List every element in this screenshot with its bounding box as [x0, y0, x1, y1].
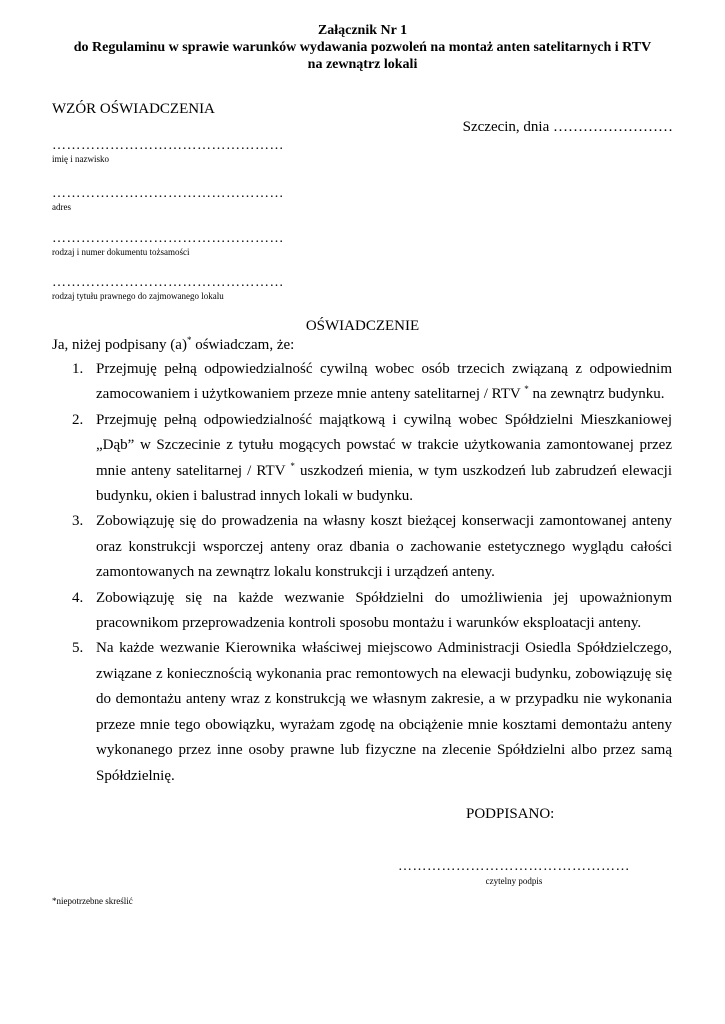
list-item-number: 5.	[72, 640, 84, 657]
form-title: WZÓR OŚWIADCZENIA	[52, 101, 215, 117]
id-document-field-caption: rodzaj i numer dokumentu tożsamości	[52, 247, 190, 257]
list-item-text: Przejmuję pełną odpowiedzialność majątkową i cywilną wobec Spółdzielni Mieszkaniowej „Dąb” w Szczecinie z tytułu mogących powstać w trakcie użytkowania zamontowanej przez mnie anteny satelitarnej / RTV	[96, 411, 672, 479]
signature-field	[396, 860, 632, 887]
place-date-field: Szczecin, dnia ……………………	[462, 119, 673, 135]
id-document-field	[52, 232, 284, 258]
address-field	[52, 187, 284, 213]
regulation-title-cont: na zewnątrz lokali	[307, 57, 418, 72]
list-item-number: 1.	[72, 361, 84, 377]
list-item-number: 4.	[72, 589, 84, 606]
statement-title: OŚWIADCZENIE	[305, 318, 420, 334]
legal-title-field-caption: rodzaj tytułu prawnego do zajmowanego lokalu	[52, 291, 224, 301]
name-field-caption: imię i nazwisko	[52, 154, 109, 164]
list-item	[66, 586, 672, 637]
list-item-number: 2.	[72, 411, 84, 428]
list-item-text: Przejmuję pełną odpowiedzialność cywilną wobec osób trzecich związaną z odpowiednim zamocowaniem i użytkowaniem przeze mnie anteny satelitarnej / RTV	[96, 361, 672, 403]
list-item-text: Zobowiązuję się na każde wezwanie Spółdzielni do umożliwienia jej upoważnionym pracownikom przeprowadzenia kontroli sposobu montażu i warunków eksploatacji anteny.	[96, 589, 672, 632]
footnote-mark: *	[290, 460, 295, 471]
statement-list	[66, 357, 672, 789]
list-item	[66, 408, 672, 510]
list-item-text-cont: uszkodzeń mienia, w tym uszkodzeń lub zabrudzeń elewacji budynku, okien i balustrad innych lokali w budynku.	[96, 462, 672, 505]
name-field-line: …………………………………………	[52, 138, 284, 153]
address-field-line: …………………………………………	[52, 186, 284, 201]
list-item-text: Zobowiązuję się do prowadzenia na własny koszt bieżącej konserwacji zamontowanej anteny oraz konstrukcji wsporczej anteny oraz dbania o zachowanie estetycznego wyglądu całości zamontowanych na zewnątrz lokalu konstrukcji i urządzeń anteny.	[96, 513, 672, 581]
list-item-number: 3.	[72, 513, 84, 530]
list-item	[66, 357, 672, 408]
footnote-mark: *	[186, 335, 192, 345]
statement-intro	[52, 337, 294, 354]
name-field	[52, 139, 284, 165]
list-item-text: Na każde wezwanie Kierownika właściwej miejscowo Administracji Osiedla Spółdzielczego, związane z koniecznością wykonania prac remontowych na elewacji budynku, zobowiązuję się do demontażu anteny wraz z konstrukcją we własnym zakresie, a w przypadku nie wykonania przeze mnie tego obowiązku, wyrażam zgodę na obciążenie mnie kosztami demontażu anteny wykonanego przez inne osoby prawne lub fizyczne na zlecenie Spółdzielni albo przez samą Spółdzielnię.	[96, 640, 672, 784]
document-header	[0, 22, 725, 73]
list-item-text-cont: na zewnątrz budynku.	[528, 386, 665, 403]
list-item	[66, 636, 672, 788]
annex-number: Załącznik Nr 1	[317, 23, 408, 38]
address-field-caption: adres	[52, 202, 71, 212]
legal-title-field	[52, 276, 284, 302]
list-item	[66, 509, 672, 585]
signature-line: …………………………………………	[398, 859, 630, 874]
id-document-field-line: …………………………………………	[52, 231, 284, 246]
regulation-title: do Regulaminu w sprawie warunków wydawania pozwoleń na montaż anten satelitarnych i RTV	[73, 40, 652, 55]
intro-text: Ja, niżej podpisany (a)	[52, 337, 187, 353]
footnote-mark: *	[524, 384, 529, 395]
legal-title-field-line: …………………………………………	[52, 275, 284, 290]
signature-caption: czytelny podpis	[485, 876, 543, 886]
signed-label: PODPISANO:	[466, 806, 555, 822]
footnote: *niepotrzebne skreślić	[52, 896, 133, 906]
intro-text-cont: oświadczam, że:	[191, 337, 295, 353]
